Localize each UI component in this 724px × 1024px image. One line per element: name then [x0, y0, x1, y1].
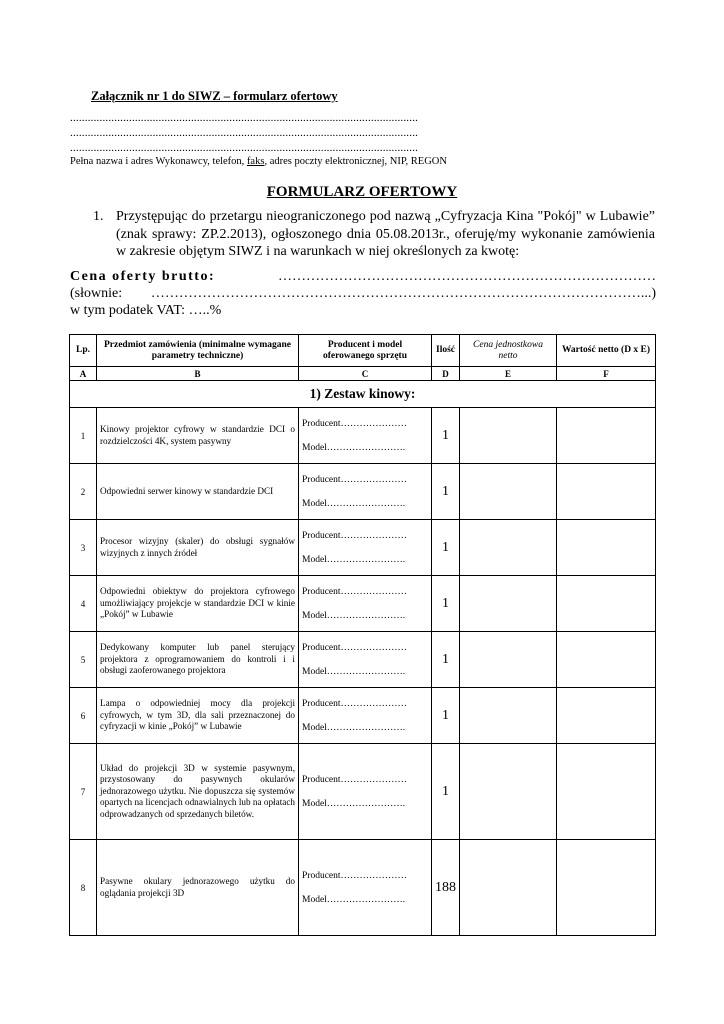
row-net-value-cell[interactable] — [557, 576, 656, 632]
letter-b: B — [97, 367, 299, 381]
row-unit-price-cell[interactable] — [460, 632, 557, 688]
row-model-label: Model……………………. — [302, 610, 406, 621]
row-unit-price-cell[interactable] — [460, 744, 557, 840]
row-producer-label: Producent………………… — [302, 418, 408, 429]
row-producer-label: Producent………………… — [302, 530, 408, 541]
offer-table — [69, 334, 656, 936]
row-unit-price-cell[interactable] — [460, 408, 557, 464]
contractor-dots-line-3: ...................................................................................................................... — [70, 142, 419, 154]
row-net-value-cell[interactable] — [557, 408, 656, 464]
row-qty: 188 — [432, 840, 460, 936]
form-title: FORMULARZ OFERTOWY — [266, 184, 458, 200]
row-lp: 5 — [70, 632, 97, 688]
row-lp: 1 — [70, 408, 97, 464]
row-lp: 6 — [70, 688, 97, 744]
price-words-row — [70, 285, 656, 302]
row-producer-model[interactable] — [299, 744, 432, 840]
price-words-dots: ……………………………………………………………………………………………...) — [150, 286, 656, 301]
row-producer-label: Producent………………… — [302, 642, 408, 653]
row-model-label: Model……………………. — [302, 798, 406, 809]
row-description: Kinowy projektor cyfrowy w standardzie DCI o rozdzielczości 4K, system pasywny — [97, 408, 299, 464]
row-model-label: Model……………………. — [302, 722, 406, 733]
header-qty: Ilość — [432, 335, 460, 367]
row-description: Układ do projekcji 3D w systemie pasywnym, przystosowany do pasywnych okularów jednorazowego użytku. Nie dopuszcza się systemów opartych na licencjach odnawialnych lub na opłatach odprowadzanych od sprzedanych biletów. — [97, 744, 299, 840]
row-producer-label: Producent………………… — [302, 774, 408, 785]
row-lp: 7 — [70, 744, 97, 840]
row-lp: 4 — [70, 576, 97, 632]
item-1-text: Przystępując do przetargu nieograniczonego pod nazwą „Cyfryzacja Kina "Pokój" w Lubawie” (znak sprawy: ZP.2.2013), ogłoszonego dnia 05.08.2013r., oferuję/my wykonanie zamówienia w zakresie objętym SIWZ i na warunkach w niej określonych za kwotę: — [116, 209, 655, 259]
header-net-value: Wartość netto (D x E) — [557, 335, 656, 367]
section-row — [70, 381, 656, 408]
table-row — [70, 744, 656, 840]
row-producer-model[interactable] — [299, 520, 432, 576]
row-description: Dedykowany komputer lub panel sterujący projektora z oprogramowaniem do kontroli i i obsługi zaoferowanego projektora — [97, 632, 299, 688]
item-1-number: 1. — [93, 209, 104, 224]
row-producer-label: Producent………………… — [302, 698, 408, 709]
header-unit-price: Cena jednostkowa netto — [460, 335, 557, 367]
row-producer-label: Producent………………… — [302, 870, 408, 881]
contractor-caption-pre: Pełna nazwa i adres Wykonawcy, telefon, — [70, 156, 247, 167]
contractor-dots-line-2: ...................................................................................................................... — [70, 127, 419, 139]
letter-e: E — [460, 367, 557, 381]
row-unit-price-cell[interactable] — [460, 520, 557, 576]
letter-c: C — [299, 367, 432, 381]
letter-a: A — [70, 367, 97, 381]
table-row — [70, 632, 656, 688]
table-row — [70, 464, 656, 520]
price-label: Cena oferty brutto: — [70, 269, 216, 284]
row-net-value-cell[interactable] — [557, 840, 656, 936]
row-producer-model[interactable] — [299, 688, 432, 744]
row-qty: 1 — [432, 632, 460, 688]
table-row — [70, 840, 656, 936]
row-description: Odpowiedni obiektyw do projektora cyfrowego umożliwiający projekcje w standardzie DCI w kinie „Pokój” w Lubawie — [97, 576, 299, 632]
header-lp: Lp. — [70, 335, 97, 367]
letter-d: D — [432, 367, 460, 381]
row-description: Lampa o odpowiedniej mocy dla projekcji cyfrowych, w tym 3D, dla sali przeznaczonej do cyfryzacji w kinie „Pokój” w Lubawie — [97, 688, 299, 744]
row-lp: 2 — [70, 464, 97, 520]
contractor-caption — [70, 156, 447, 167]
contractor-caption-fax: faks — [246, 156, 265, 167]
row-producer-label: Producent………………… — [302, 474, 408, 485]
row-lp: 8 — [70, 840, 97, 936]
row-model-label: Model……………………. — [302, 666, 406, 677]
header-subject: Przedmiot zamówienia (minimalne wymagane parametry techniczne) — [97, 335, 299, 367]
table-row — [70, 520, 656, 576]
row-qty: 1 — [432, 520, 460, 576]
row-qty: 1 — [432, 464, 460, 520]
row-qty: 1 — [432, 576, 460, 632]
contractor-caption-post: , adres poczty elektronicznej, NIP, REGON — [264, 156, 447, 167]
letters-row — [70, 367, 656, 381]
row-producer-model[interactable] — [299, 576, 432, 632]
letter-f: F — [557, 367, 656, 381]
price-block — [70, 268, 656, 319]
row-qty: 1 — [432, 744, 460, 840]
table-row — [70, 688, 656, 744]
row-unit-price-cell[interactable] — [460, 840, 557, 936]
price-words-label: (słownie: — [70, 286, 123, 301]
table-row — [70, 576, 656, 632]
row-description: Procesor wizyjny (skaler) do obsługi sygnałów wizyjnych z innych źródeł — [97, 520, 299, 576]
row-producer-label: Producent………………… — [302, 586, 408, 597]
row-net-value-cell[interactable] — [557, 632, 656, 688]
row-description: Pasywne okulary jednorazowego użytku do oglądania projekcji 3D — [97, 840, 299, 936]
row-net-value-cell[interactable] — [557, 744, 656, 840]
row-producer-model[interactable] — [299, 840, 432, 936]
attachment-heading: Załącznik nr 1 do SIWZ – formularz ofertowy — [91, 89, 338, 103]
table-row — [70, 408, 656, 464]
row-model-label: Model……………………. — [302, 554, 406, 565]
table-header-row — [70, 335, 656, 367]
row-model-label: Model……………………. — [302, 894, 406, 905]
row-producer-model[interactable] — [299, 464, 432, 520]
header-producer: Producent i model oferowanego sprzętu — [299, 335, 432, 367]
row-model-label: Model……………………. — [302, 498, 406, 509]
row-net-value-cell[interactable] — [557, 688, 656, 744]
row-qty: 1 — [432, 688, 460, 744]
vat-line: w tym podatek VAT: …..% — [70, 303, 222, 318]
row-producer-model[interactable] — [299, 408, 432, 464]
item-1-paragraph — [93, 208, 655, 261]
row-lp: 3 — [70, 520, 97, 576]
row-producer-model[interactable] — [299, 632, 432, 688]
contractor-dots-line-1: ...................................................................................................................... — [70, 112, 419, 124]
row-net-value-cell[interactable] — [557, 520, 656, 576]
row-description: Odpowiedni serwer kinowy w standardzie DCI — [97, 464, 299, 520]
row-net-value-cell[interactable] — [557, 464, 656, 520]
row-unit-price-cell[interactable] — [460, 688, 557, 744]
price-dots: ……………………………………………………………………… — [278, 269, 656, 284]
table-body — [70, 408, 656, 936]
row-unit-price-cell[interactable] — [460, 464, 557, 520]
section-title: 1) Zestaw kinowy: — [70, 381, 656, 408]
row-unit-price-cell[interactable] — [460, 576, 557, 632]
row-model-label: Model……………………. — [302, 442, 406, 453]
price-row — [70, 268, 656, 285]
row-qty: 1 — [432, 408, 460, 464]
